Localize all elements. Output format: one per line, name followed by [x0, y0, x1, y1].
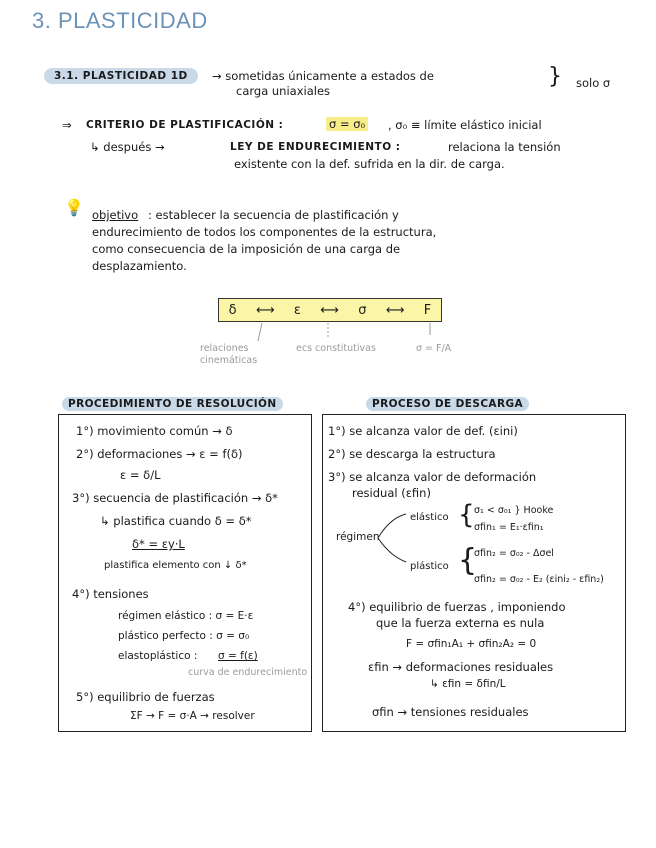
- brace-icon: {: [458, 543, 478, 578]
- right-step-5b: ↳ εfin = δfin/L: [430, 678, 506, 690]
- right-step-1: 1°) se alcanza valor de def. (εini): [328, 424, 518, 438]
- plastico-line-2: σfin₂ = σ₀₂ - E₂ (εini₂ - εfin₂): [474, 574, 604, 585]
- chain-arrow: ⟷: [255, 302, 275, 318]
- criterio-arrow: ⇒: [62, 118, 72, 132]
- right-step-3: 3°) se alcanza valor de deformación: [328, 470, 537, 484]
- objetivo-line4: desplazamiento.: [92, 259, 187, 273]
- section-label-3-1: 3.1. PLASTICIDAD 1D: [44, 68, 198, 84]
- left-step-4a: régimen elástico : σ = E·ε: [118, 610, 254, 622]
- left-step-3: 3°) secuencia de plastificación → δ*: [72, 491, 278, 505]
- right-step-5: εfin → deformaciones residuales: [368, 660, 554, 674]
- ley-endurecimiento-label: LEY DE ENDURECIMIENTO :: [230, 141, 401, 153]
- criterio-formula: σ = σ₀: [326, 117, 368, 131]
- chain-arrow: ⟷: [320, 302, 339, 318]
- right-heading: PROCESO DE DESCARGA: [366, 397, 529, 411]
- formula-chain-box: [218, 298, 442, 322]
- chain-arrow: ⟷: [385, 302, 405, 318]
- note-relaciones: relaciones: [200, 343, 249, 354]
- left-step-4: 4°) tensiones: [72, 587, 149, 601]
- right-step-4: 4°) equilibrio de fuerzas , imponiendo: [348, 600, 566, 614]
- left-step-3c: δ* = εy·L: [132, 537, 185, 551]
- elastico-line-2: σfin₁ = E₁·εfin₁: [474, 522, 544, 533]
- criterio-label: CRITERIO DE PLASTIFICACIÓN :: [86, 119, 284, 131]
- objetivo-label: objetivo: [92, 208, 139, 222]
- right-step-3b: residual (εfin): [352, 486, 431, 500]
- chain-arrows-down: [218, 321, 448, 345]
- chain-item: δ: [228, 302, 237, 318]
- plastico-label: plástico: [410, 561, 449, 572]
- left-step-2: 2°) deformaciones → ε = f(δ): [76, 447, 243, 461]
- chain-item: F: [423, 302, 432, 318]
- left-step-4b: plástico perfecto : σ = σ₀: [118, 630, 250, 642]
- left-step-5: 5°) equilibrio de fuerzas: [76, 690, 215, 704]
- plastico-line-1: σfin₂ = σ₀₂ - Δσel: [474, 548, 554, 559]
- note-sigma: σ = F/A: [416, 343, 452, 354]
- objetivo-line3: como consecuencia de la imposición de una carga de: [92, 242, 401, 256]
- chain-item: ε: [293, 302, 301, 318]
- chain-item: σ: [358, 302, 367, 318]
- left-step-4d: curva de endurecimiento: [188, 667, 308, 678]
- criterio-line2-c: relaciona la tensión: [448, 140, 561, 154]
- s31-text-2: carga uniaxiales: [236, 84, 331, 98]
- regimen-branch-icon: [376, 508, 410, 568]
- brace-icon: {: [458, 500, 475, 530]
- criterio-rest: , σ₀ ≡ límite elástico inicial: [388, 118, 542, 132]
- s31-text-1: → sometidas únicamente a estados de: [212, 69, 434, 83]
- left-step-4c-label: elastoplástico :: [118, 650, 198, 662]
- criterio-line3: existente con la def. sufrida en la dir. de carga.: [234, 157, 505, 171]
- right-step-2: 2°) se descarga la estructura: [328, 447, 496, 461]
- left-step-3b: ↳ plastifica cuando δ = δ*: [100, 514, 252, 528]
- note-cinematicas: cinemáticas: [200, 355, 258, 366]
- left-step-3d: plastifica elemento con ↓ δ*: [104, 560, 247, 571]
- right-step-4b: que la fuerza externa es nula: [376, 616, 545, 630]
- criterio-line2-a: ↳ después →: [90, 140, 165, 154]
- right-step-4c: F = σfin₁A₁ + σfin₂A₂ = 0: [406, 638, 537, 650]
- elastico-label: elástico: [410, 512, 449, 523]
- left-heading: PROCEDIMIENTO DE RESOLUCIÓN: [62, 397, 283, 411]
- objetivo-line1: : establecer la secuencia de plastificación y: [148, 208, 399, 222]
- right-step-6: σfin → tensiones residuales: [372, 705, 529, 719]
- left-step-5b: ΣF → F = σ·A → resolver: [130, 710, 255, 722]
- left-step-4c-formula: σ = f(ε): [218, 650, 258, 662]
- left-step-1: 1°) movimiento común → δ: [76, 424, 233, 438]
- left-step-2b: ε = δ/L: [120, 468, 161, 482]
- page-title: 3. PLASTICIDAD: [32, 8, 208, 33]
- brace-icon: }: [548, 64, 562, 89]
- regimen-label: régimen: [336, 531, 380, 543]
- left-box: [58, 414, 312, 732]
- objetivo-line2: endurecimiento de todos los componentes de la estructura,: [92, 225, 437, 239]
- note-constitutivas: ecs constitutivas: [296, 343, 376, 354]
- elastico-line-1: σ₁ < σ₀₁ } Hooke: [474, 505, 554, 516]
- lightbulb-icon: 💡: [64, 198, 84, 217]
- s31-brace-text: solo σ: [576, 76, 611, 90]
